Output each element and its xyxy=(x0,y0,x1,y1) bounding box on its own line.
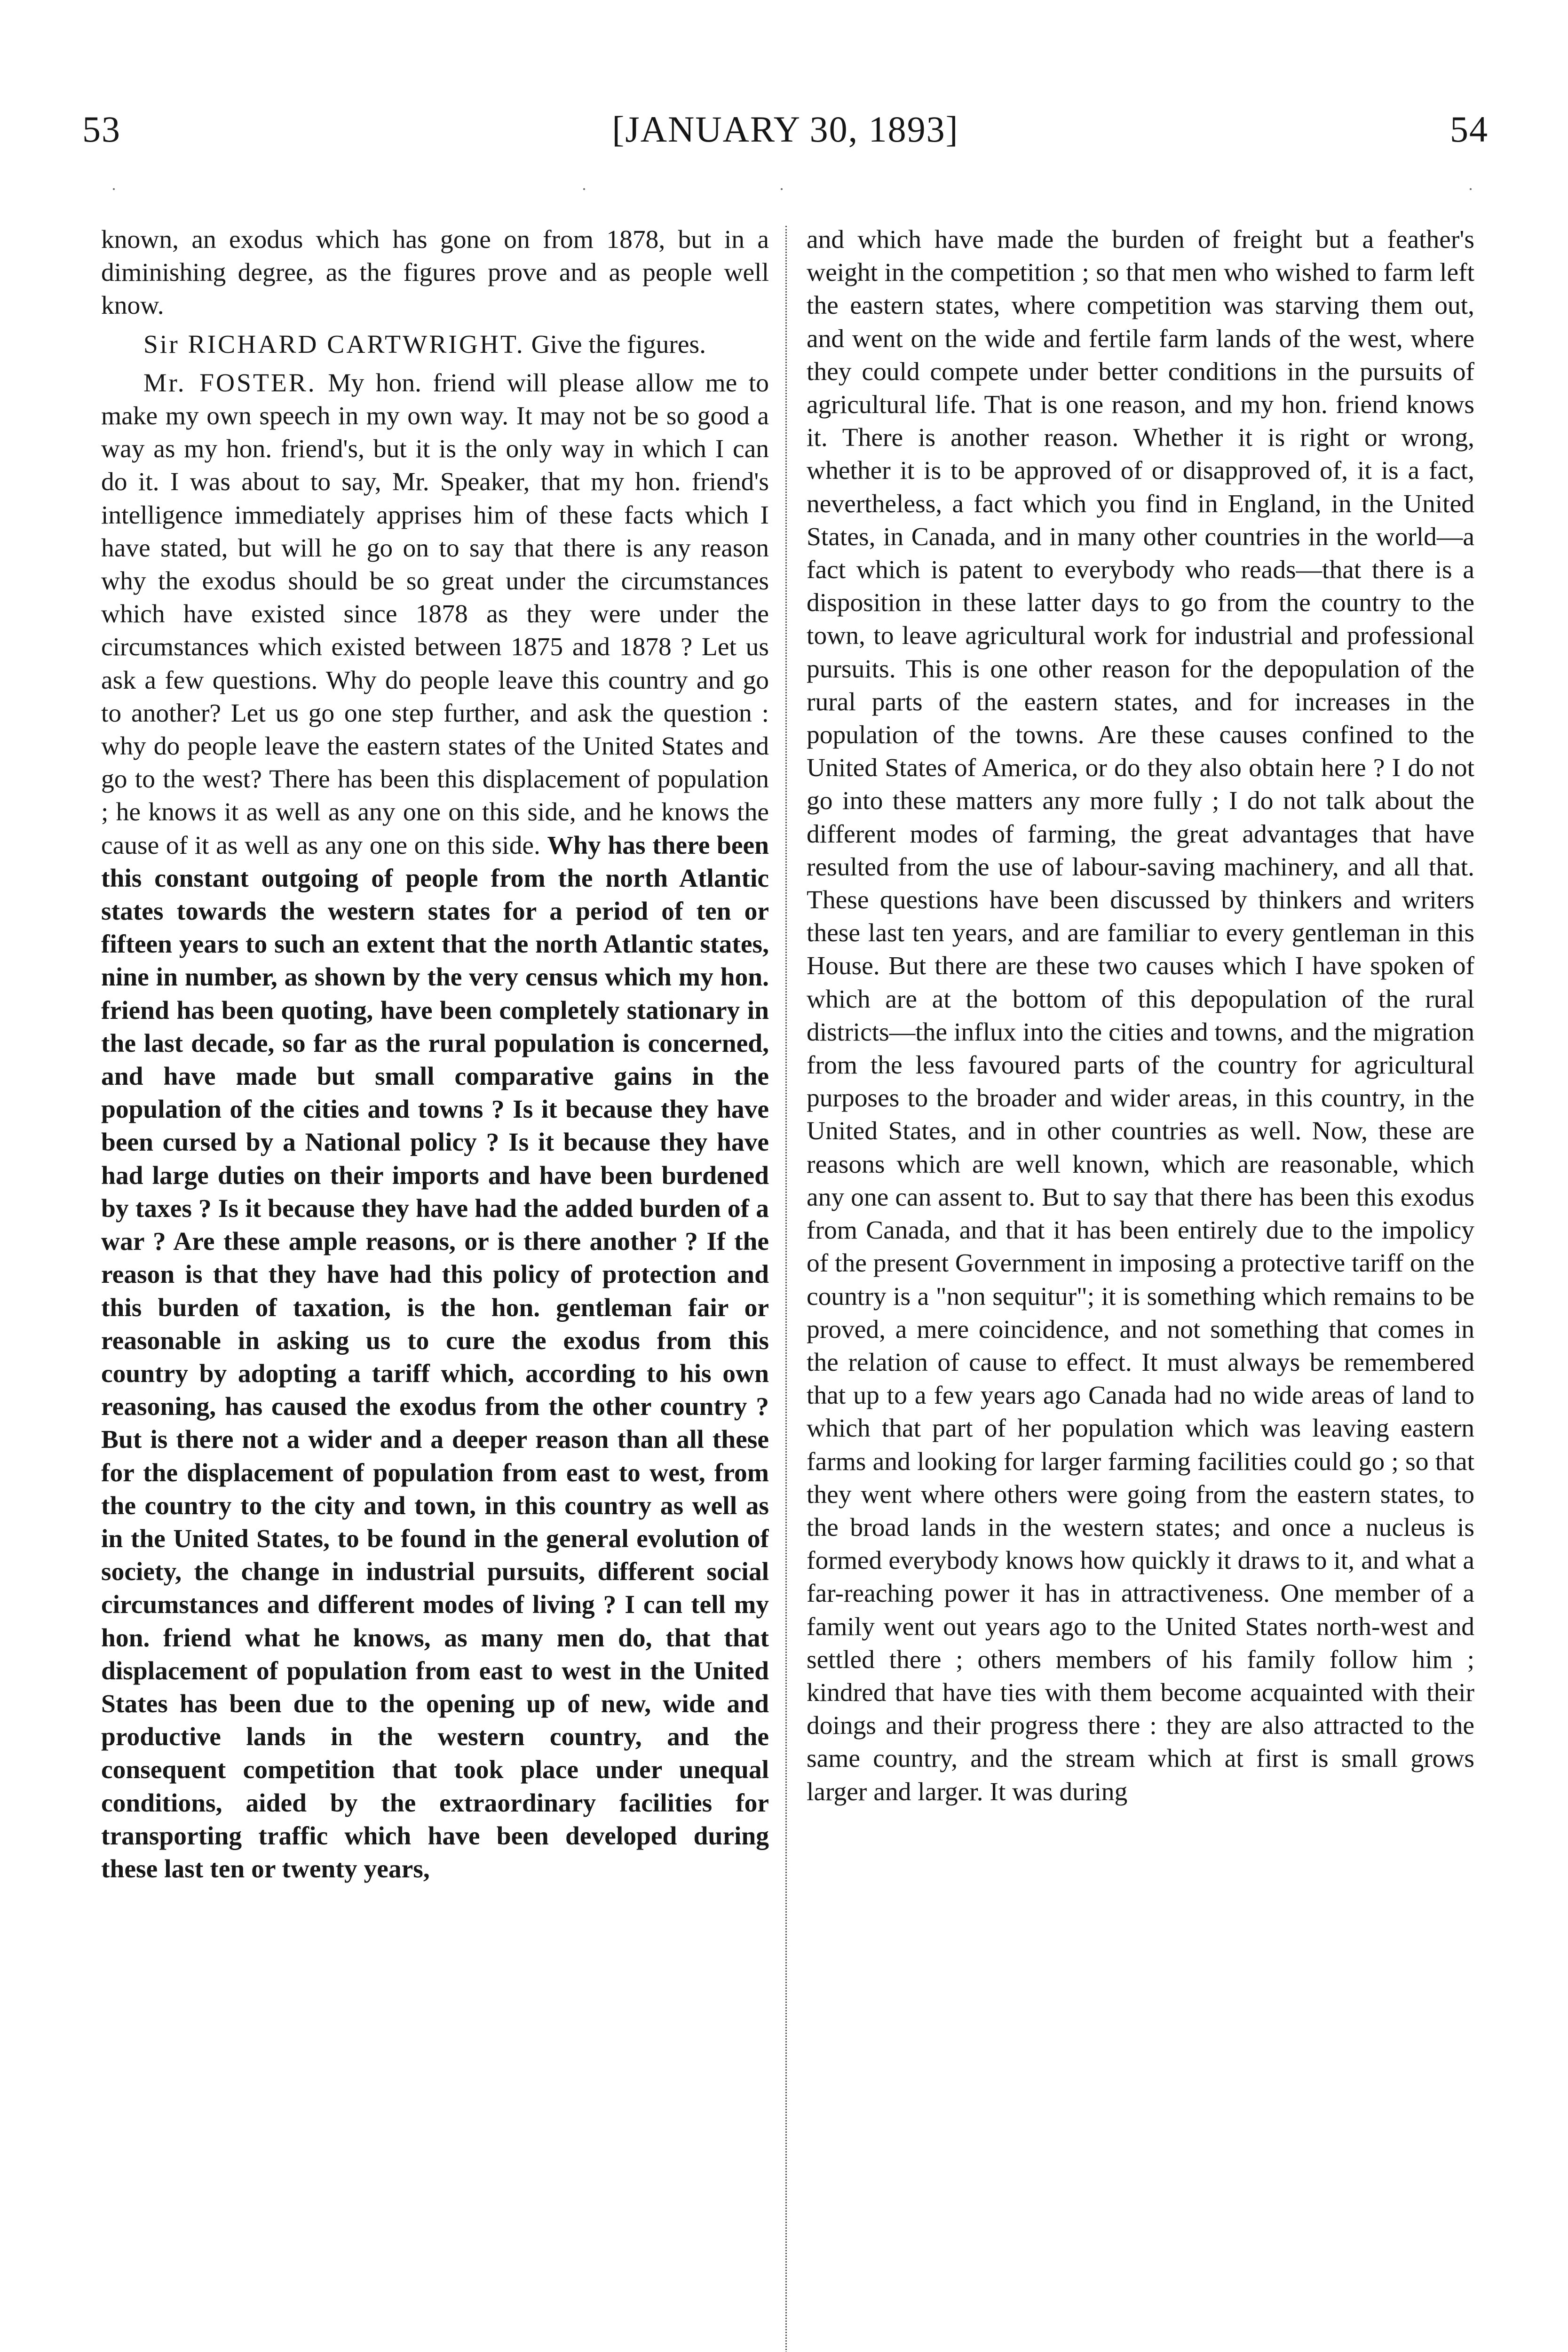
paragraph xyxy=(101,367,769,1886)
paragraph: and which have made the burden of freight but a feather's weight in the competition ; so that men who wished to farm left the eastern states, where competition was starving them out, and went on the wide and fertile farm lands of the west, where they could compete under better conditions in the pursuits of agricultural life. That is one reason, and my hon. friend knows it. There is another reason. Whether it is right or wrong, whether it is to be approved of or disapproved of, it is a fact, nevertheless, a fact which you find in England, in the United States, in Canada, and in many other countries in the world—a fact which is patent to everybody who reads—that there is a disposition in these latter days to go from the country to the town, to leave agricultural work for industrial and professional pursuits. This is one other reason for the depopulation of the rural parts of the eastern states, and for increases in the population of the towns. Are these causes confined to the United States of America, or do they also obtain here ? I do not go into these matters any more fully ; I do not talk about the different modes of farming, the great advantages that have resulted from the use of labour-saving machinery, and all that. These questions have been discussed by thinkers and writers these last ten years, and are familiar to every gentleman in this House. But there are these two causes which I have spoken of which are at the bottom of this depopulation of the rural districts—the influx into the cities and towns, and the migration from the less favoured parts of the country for agricultural purposes to the broader and wider areas, in this country, in the United States, and in other countries as well. Now, these are reasons which are well known, which are reasonable, which any one can assent to. But to say that there has been this exodus from Canada, and that it has been entirely due to the impolicy of the present Government in imposing a protective tariff on the country is a "non sequitur"; it is something which remains to be proved, a mere coincidence, and not something that comes in the relation of cause to effect. It must always be remembered that up to a few years ago Canada had no wide areas of land to which that part of her population which was leaving eastern farms and looking for larger farming facilities could go ; so that they went where others were going from the eastern states, to the broad lands in the western states; and once a nucleus is formed everybody knows how quickly it draws to it, and what a far-reaching power it has in attractiveness. One member of a family went out years ago to the United States north-west and settled there ; others members of his family follow him ; kindred that have ties with them become acquainted with their doings and their progress there : they are also attracted to the same country, and the stream which at first is small grows larger and larger. It was during xyxy=(807,225,1474,1806)
print-speck xyxy=(583,188,585,190)
speech-text: Give the figures. xyxy=(524,330,706,359)
print-speck xyxy=(113,188,115,190)
speaker-name: Sir RICHARD CARTWRIGHT. xyxy=(143,330,525,359)
print-speck xyxy=(1470,188,1472,190)
print-speck xyxy=(781,188,783,190)
page-number-right: 54 xyxy=(1450,109,1489,150)
column-divider xyxy=(785,226,787,2352)
page-header xyxy=(82,108,1489,160)
speech-text-bold: Why has there been this constant outgoing of people from the north Atlantic states towards the western states for a period of ten or fifteen years to such an extent that the north Atlantic states, nine in number, as shown by the very census which my hon. friend has been quoting, have been completely stationary in the last decade, so far as the rural population is concerned, and have made but small comparative gains in the population of the cities and towns ? Is it because they have been cursed by a National policy ? Is it because they have had large duties on their imports and have been burdened by taxes ? Is it because they have had the added burden of a war ? Are these ample reasons, or is there another ? If the reason is that they have had this policy of protection and this burden of taxation, is the hon. gentleman fair or reasonable in asking us to cure the exodus from this country by adopting a tariff which, according to his own reasoning, has caused the exodus from the other country ? But is there not a wider and a deeper reason than all these for the displacement of population from east to west, from the country to the city and town, in this country as well as in the United States, to be found in the general evolution of society, the change in industrial pursuits, different social circumstances and different modes of living ? I can tell my hon. friend what he knows, as many men do, that that displacement of population from east to west in the United States has been due to the opening up of new, wide and productive lands in the western country, and the consequent competition that took place under unequal conditions, aided by the extraordinary facilities for transporting traffic which have been developed during these last ten or twenty years, xyxy=(101,831,769,1883)
paragraph xyxy=(101,328,769,361)
header-date: [JANUARY 30, 1893] xyxy=(612,109,959,150)
page-number-left: 53 xyxy=(82,109,121,150)
speaker-name: Mr. FOSTER. xyxy=(143,368,317,397)
paragraph: known, an exodus which has gone on from 1878, but in a diminishing degree, as the figures prove and as people well know. xyxy=(101,225,769,320)
left-column xyxy=(101,223,769,2352)
right-column xyxy=(807,223,1474,2352)
speech-text: My hon. friend will please allow me to make my own speech in my own way. It may not be so good a way as my hon. friend's, but it is the only way in which I can do it. I was about to say, Mr. Speaker, that my hon. friend's intelligence immediately apprises him of these facts which I have stated, but will he go on to say that there is any reason why the exodus should be so great under the circumstances which have existed since 1878 as they were under the circumstances which existed between 1875 and 1878 ? Let us ask a few questions. Why do people leave this country and go to another? Let us go one step further, and ask the question : why do people leave the eastern states of the United States and go to the west? There has been this displacement of population ; he knows it as well as any one on this side, and he knows the cause of it as well as any one on this side. xyxy=(101,368,769,860)
